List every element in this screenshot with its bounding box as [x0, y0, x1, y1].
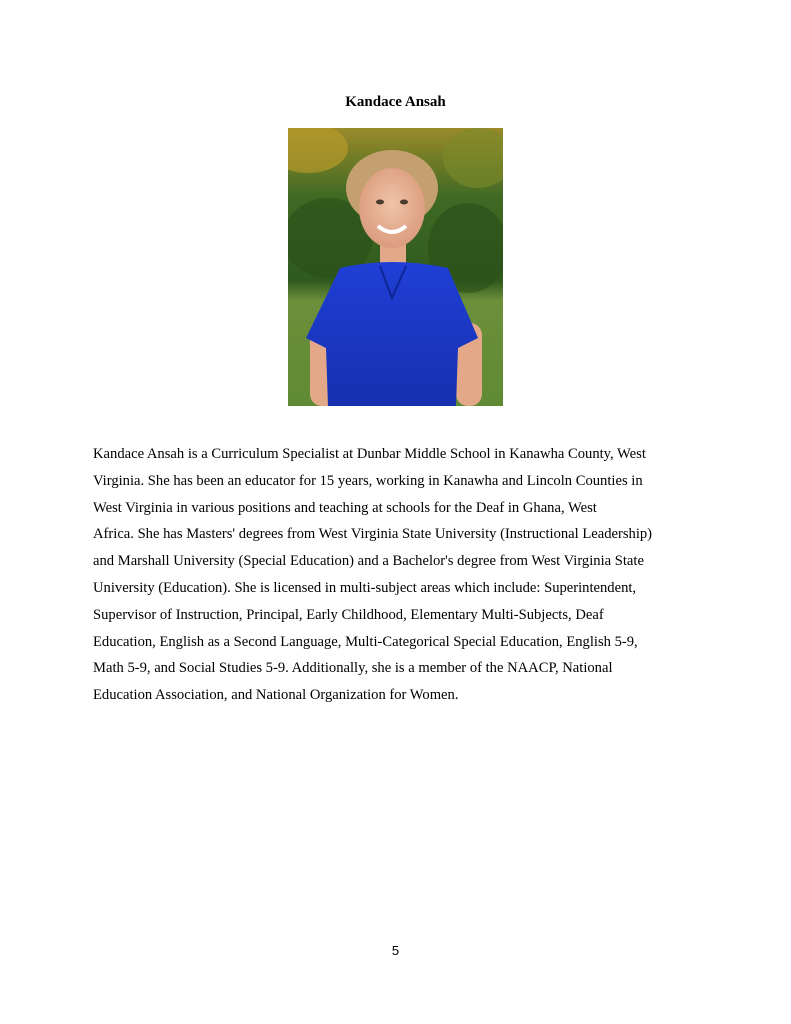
- bio-line: Education, English as a Second Language, Multi-Categorical Special Education, English 5-9,: [93, 633, 638, 650]
- bio-line: Education Association, and National Organization for Women.: [93, 687, 459, 704]
- bio-paragraph: [93, 441, 703, 709]
- bio-line: and Marshall University (Special Education) and a Bachelor's degree from West Virginia State: [93, 553, 644, 570]
- bio-line: University (Education). She is licensed in multi-subject areas which include: Superintendent,: [93, 579, 637, 596]
- bio-line: Supervisor of Instruction, Principal, Early Childhood, Elementary Multi-Subjects, Deaf: [93, 606, 604, 623]
- bio-line: Africa. She has Masters' degrees from West Virginia State University (Instructional Leadership): [93, 526, 653, 543]
- bio-line: West Virginia in various positions and teaching at schools for the Deaf in Ghana, West: [93, 499, 597, 516]
- page-title: Kandace Ansah: [345, 94, 446, 110]
- bio-line: Math 5-9, and Social Studies 5-9. Additionally, she is a member of the NAACP, National: [93, 660, 613, 677]
- bio-line: Virginia. She has been an educator for 15 years, working in Kanawha and Lincoln Counties in: [93, 472, 643, 489]
- bio-line: Kandace Ansah is a Curriculum Specialist at Dunbar Middle School in Kanawha County, West: [93, 446, 646, 462]
- page-number: 5: [391, 943, 400, 958]
- portrait-photo: [288, 128, 503, 406]
